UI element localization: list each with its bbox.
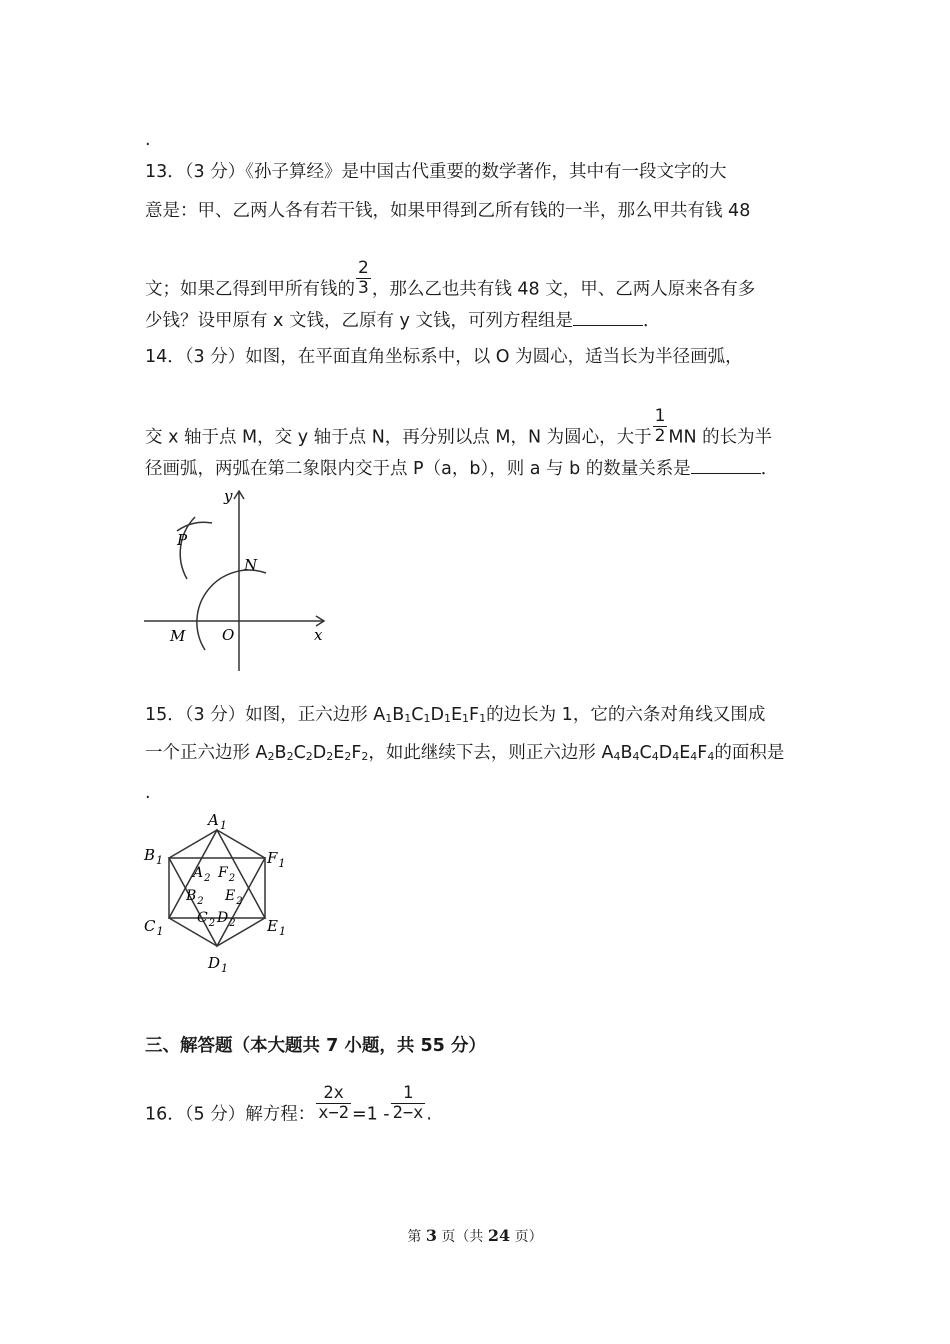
q14-line3: 径画弧，两弧在第二象限内交于点 P（a，b），则 a 与 b 的数量关系是 ．: [145, 459, 779, 479]
q14-line2: 交 x 轴于点 M，交 y 轴于点 N，再分别以点 M，N 为圆心，大于 $\frac{1}{2}$ MN 的长为半: [145, 406, 773, 448]
q13-line4: 少钱？设甲原有 x 文钱，乙原有 y 文钱，可列方程组是 ．: [145, 311, 661, 331]
hexagon-figure: [140, 805, 300, 980]
fraction-2x-over-x-2: $\frac{2x}{x-2}$: [318, 1083, 349, 1123]
triangle-up: [169, 830, 265, 918]
coordinate-figure: [140, 485, 340, 675]
page-footer: 第 3 页（共 24 页）: [407, 1226, 543, 1245]
top-dot: .: [145, 130, 151, 150]
section-heading: 三、解答题（本大题共 7 小题，共 55 分）: [145, 1036, 486, 1056]
q13-line3: 文；如果乙得到甲所有钱的 $\frac{2}{3}$ ，那么乙也共有钱 48 文，甲、乙两人原来各有多: [145, 258, 756, 300]
label-d1: $D_1$: [208, 954, 229, 975]
q15-line2: 一个正六边形 $A_2B_2C_2D_2E_2F_2$，如此继续下去，则正六边形 $A_4B_4C_4D_4E_4F_4$的面积是: [145, 743, 785, 763]
label-a2: $A_2$: [193, 865, 211, 884]
q14-line1: 14．（3 分）如图，在平面直角坐标系中，以 O 为圆心，适当长为半径画弧，: [145, 347, 743, 367]
label-c2: $C_2$: [197, 910, 216, 929]
arc-from-n: [177, 522, 212, 531]
triangle-down: [169, 858, 265, 946]
label-p: P: [177, 531, 188, 549]
label-m: M: [170, 627, 186, 645]
answer-blank[interactable]: [573, 309, 643, 326]
label-a1: $A_1$: [208, 811, 227, 832]
fraction-one-half: $\frac{1}{2}$: [654, 406, 666, 446]
page-total: 24: [487, 1226, 511, 1245]
label-f2: $F_2$: [218, 865, 236, 884]
label-e2: $E_2$: [225, 888, 243, 907]
q15-line1: 15．（3 分）如图，正六边形 $A_1B_1C_1D_1E_1F_1$的边长为 1，它的六条对角线又围成: [145, 705, 766, 725]
q13-line1: 13．（3 分）《孙子算经》是中国古代重要的数学著作，其中有一段文字的大: [145, 162, 727, 182]
page-number: 3: [425, 1226, 437, 1245]
label-o: O: [222, 626, 235, 644]
outer-hexagon: [169, 830, 265, 946]
label-b1: $B_1$: [144, 846, 164, 867]
q15-line3: .: [145, 783, 151, 803]
q13-line2: 意是：甲、乙两人各有若干钱，如果甲得到乙所有钱的一半，那么甲共有钱 48: [145, 201, 751, 221]
label-d2: $D_2$: [217, 910, 236, 929]
label-c1: $C_1$: [144, 917, 164, 938]
label-f1: $F_1$: [267, 849, 286, 870]
label-b2: $B_2$: [186, 888, 204, 907]
fraction-two-thirds: $\frac{2}{3}$: [358, 258, 369, 298]
label-y: y: [224, 487, 233, 505]
label-e1: $E_1$: [267, 917, 286, 938]
answer-blank[interactable]: [691, 457, 761, 474]
question-16: 16．（5 分）解方程： $\frac{2x}{x-2}$ =1 - $\frac{1}{2-x}$ .: [145, 1083, 432, 1125]
fraction-1-over-2-x: $\frac{1}{2-x}$: [392, 1083, 424, 1123]
label-n: N: [244, 556, 258, 574]
label-x: x: [314, 626, 323, 644]
